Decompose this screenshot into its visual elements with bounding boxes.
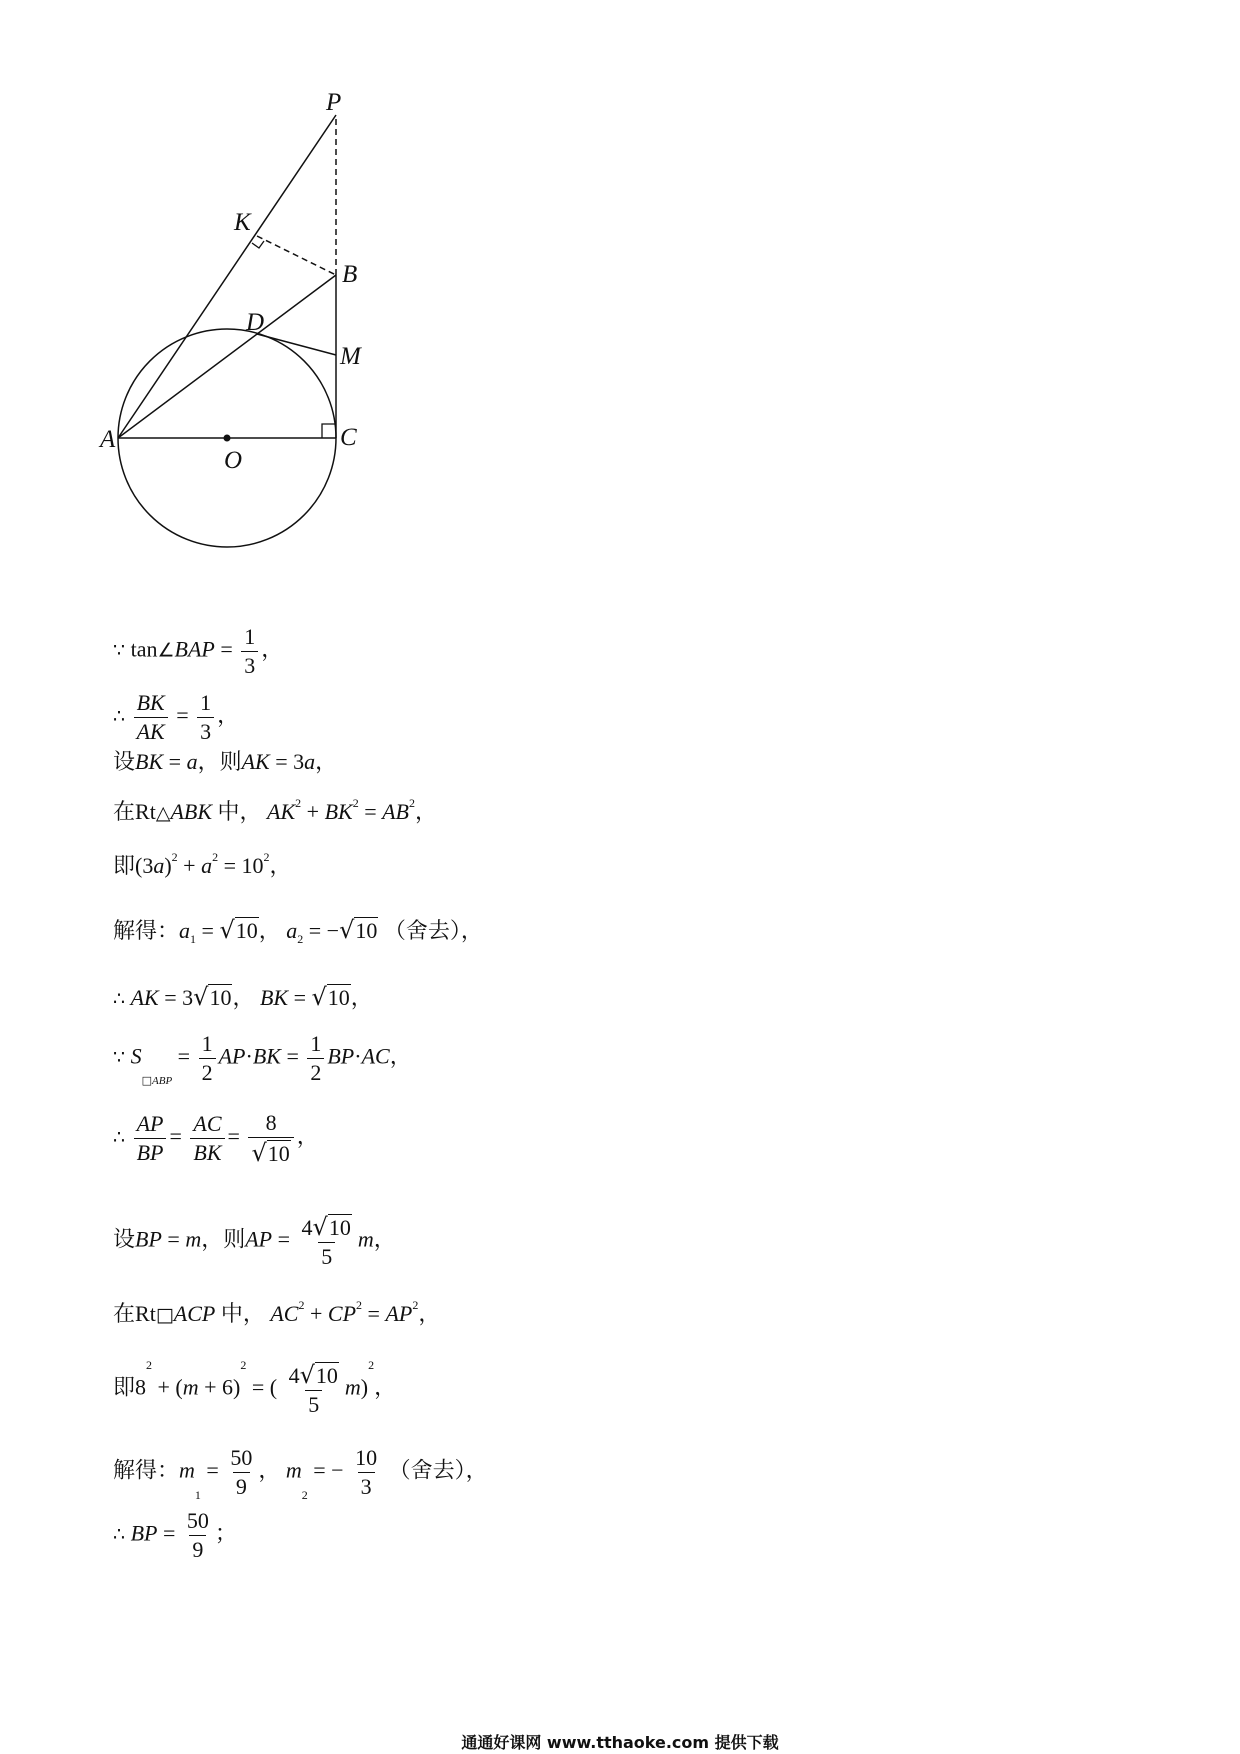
fraction: $\frac{1}{3}$ [197, 692, 214, 743]
sqrt: √10 [339, 916, 378, 944]
step-ratio: ∴ $\frac{BK}{AK}$ = $\frac{1}{3}$ ， [113, 690, 240, 744]
fraction: $\frac{1}{2}$ [307, 1033, 324, 1084]
fraction: $\frac{50}{9}$ [186, 1508, 209, 1562]
sqrt: √10 [251, 1139, 290, 1167]
segment-ab [118, 275, 336, 438]
label-o: O [224, 447, 243, 474]
fraction: $\frac{BK}{AK}$ [134, 692, 168, 743]
fraction: $\frac{1}{2}$ [199, 1033, 216, 1084]
sqrt: √10 [299, 1361, 338, 1389]
sqrt: √10 [312, 1213, 351, 1241]
step-equation-m: 即$8^2 + (m + 6)^2$ = ( $\frac{4√10}{5}$ m)$^2$， [113, 1358, 397, 1417]
right-angle-k [252, 241, 264, 248]
step-equation-a: 即$(3a)^2 + a^2 = 10^2$， [113, 850, 292, 878]
label-p: P [326, 89, 342, 116]
step-solve-a: 解得：$a_1 = √10$， $a_2 = -√10$ （舍去）， [113, 916, 483, 946]
fraction: $\frac{AC}{BK}$ [190, 1113, 224, 1164]
step-let-bk: 设BK = a，则AK = 3a， [113, 749, 338, 774]
label-c: C [340, 424, 357, 451]
fraction: $\frac{50}{9}$ [230, 1445, 253, 1499]
sqrt: √10 [219, 916, 258, 944]
label-m: M [340, 343, 361, 370]
fraction: $\frac{1}{3}$ [241, 626, 258, 677]
geometry-figure [100, 90, 420, 630]
label-d: D [246, 309, 265, 336]
fraction: $\frac{4√10}{5}$ [301, 1213, 351, 1269]
segment-ap [118, 115, 336, 438]
step-bp-result: ∴ BP = $\frac{50}{9}$ ； [113, 1508, 237, 1562]
fraction: $\frac{4√10}{5}$ [288, 1361, 338, 1417]
step-ak-bk-values: ∴ AK = 3√10， BK = √10， [113, 983, 373, 1011]
step-let-bp: 设BP = m，则AP = $\frac{4√10}{5}$ m， [113, 1213, 396, 1269]
label-b: B [342, 261, 358, 288]
fraction: $\frac{8}{√10}$ [248, 1112, 293, 1165]
step-tan-given: ∵ tan∠BAP = $\frac{1}{3}$ ， [113, 624, 284, 678]
fraction: $\frac{10}{3}$ [355, 1445, 378, 1499]
segment-dm [257, 334, 336, 355]
label-a: A [100, 426, 116, 453]
label-k: K [234, 209, 251, 236]
step-ap-bp-ratio: ∴ $\frac{AP}{BP}$ = $\frac{AC}{BK}$ = $\frac{8}{√10}$ ， [113, 1110, 319, 1167]
step-pythagoras-abk: 在Rt△ABK 中， $AK^2 + BK^2 = AB^2$， [113, 796, 438, 824]
sqrt: √10 [311, 983, 350, 1011]
step-area-abp: ∵ $S_{□ABP}$ = $\frac{1}{2}$ AP·BK = $\frac{1}{2}$ BP·AC， [113, 1031, 412, 1087]
footer-watermark: 通通好课网 www.tthaoke.com 提供下载 [461, 1733, 779, 1752]
sqrt: √10 [193, 983, 232, 1011]
fraction: $\frac{AP}{BP}$ [134, 1113, 167, 1164]
right-angle-c [322, 424, 336, 438]
figure-svg [100, 90, 420, 630]
center-o-dot [224, 435, 231, 442]
step-pythagoras-acp: 在Rt□ACP 中， $AC^2 + CP^2 = AP^2$， [113, 1298, 441, 1326]
segment-kb-dashed [257, 236, 336, 275]
step-solve-m: 解得：$m_1$ = $\frac{50}{9}$ ， $m_2$ = − $\frac{10}{3}$ （舍去）， [113, 1445, 488, 1502]
